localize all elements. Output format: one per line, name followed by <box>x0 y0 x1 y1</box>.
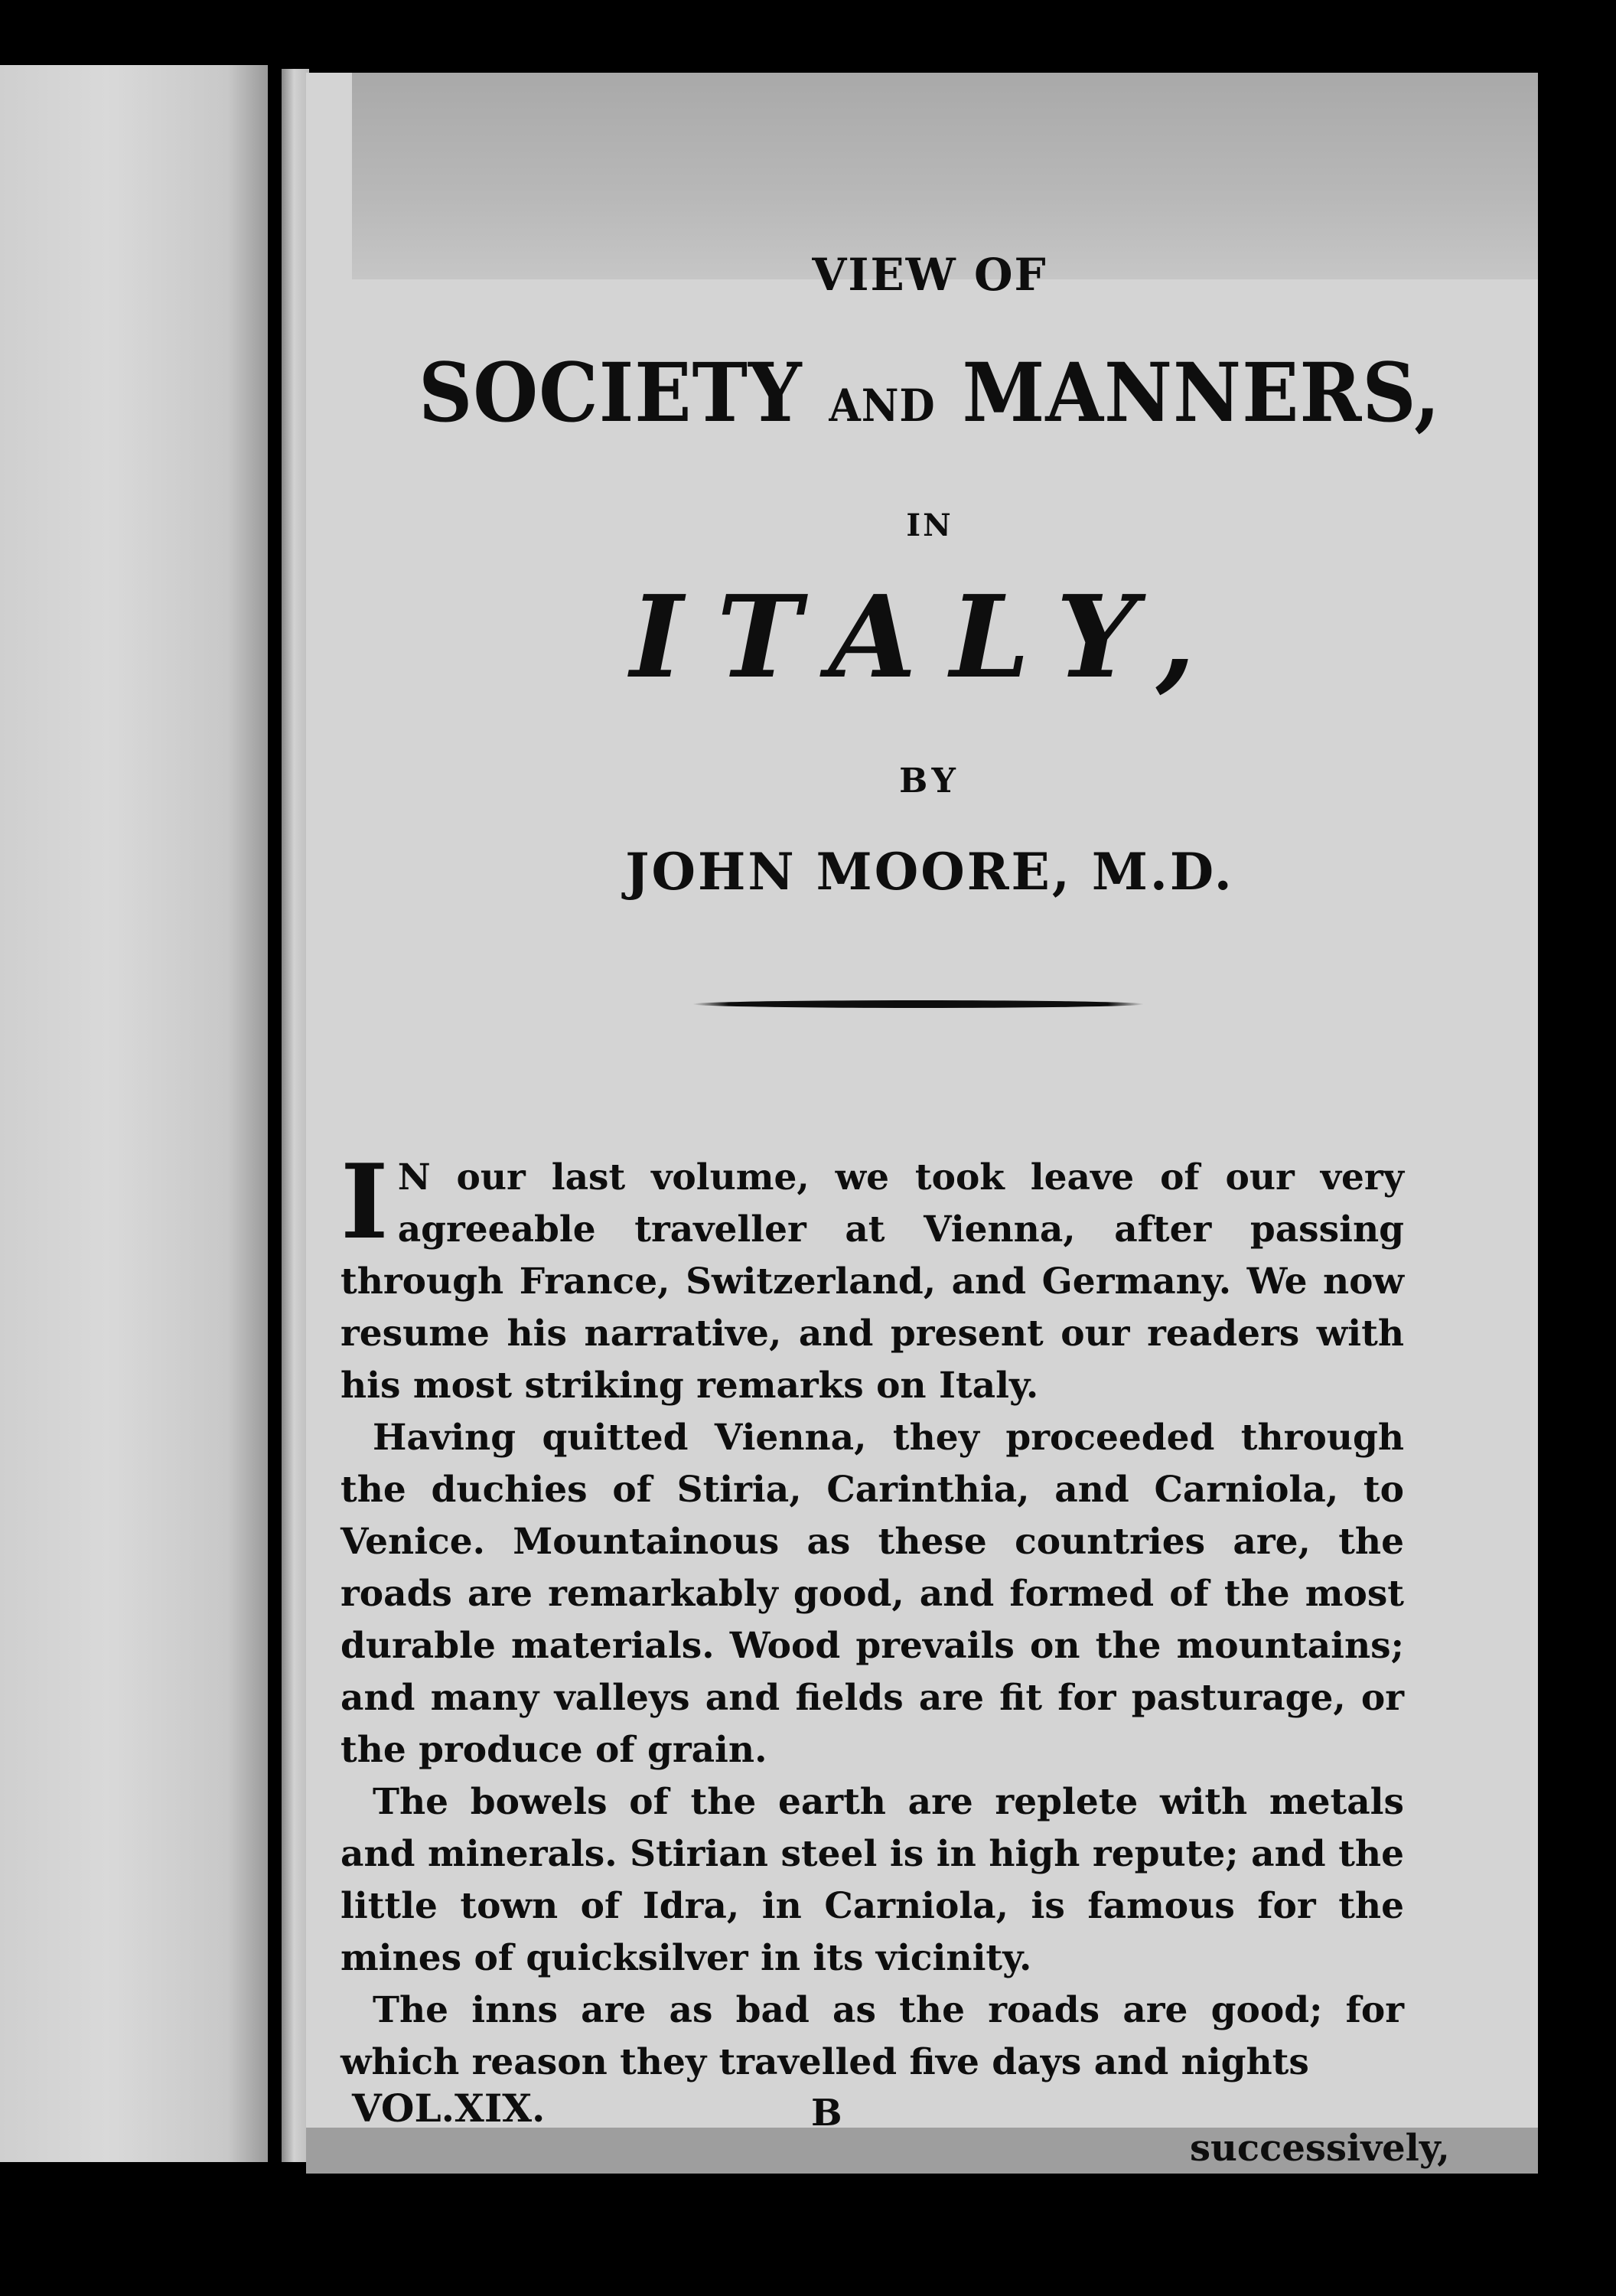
volume-number: VOL.XIX. <box>352 2086 546 2131</box>
catchword: successively, <box>1190 2127 1450 2170</box>
body-text <box>340 1141 1404 2089</box>
signature-mark: B <box>811 2092 842 2135</box>
drop-cap: I <box>340 1141 389 1262</box>
paragraph-1 <box>340 1141 1404 1412</box>
title-italy: ITALY, <box>630 570 1230 703</box>
printed-page <box>306 73 1538 2174</box>
paragraph-1-text: N our last volume, we took leave of our very agreeable traveller at Vienna, after passing through France, Switzerland, and Germany. We now resume his narrative, and present our readers with his most striking remarks on Italy. <box>340 1156 1404 1407</box>
paragraph-4: The inns are as bad as the roads are good; for which reason they travelled five days and nights <box>340 1989 1404 2083</box>
title-rule-divider <box>692 1000 1144 1008</box>
page-text-block <box>340 73 1519 2174</box>
title-view-of: VIEW OF <box>812 249 1047 301</box>
title-and: AND <box>829 380 936 432</box>
title-in: IN <box>906 507 953 543</box>
title-society: SOCIETY <box>418 344 803 440</box>
facing-page-fragment <box>0 65 268 2162</box>
title-manners: MANNERS, <box>962 344 1442 440</box>
author-name: JOHN MOORE, M.D. <box>625 842 1234 902</box>
title-by: BY <box>899 762 960 801</box>
paragraph-3: The bowels of the earth are replete with metals and minerals. Stirian steel is in high repute; and the little town of Idra, in Carniola, is famous for the mines of quicksilver in its vicinity. <box>340 1781 1404 1979</box>
title-society-and-manners <box>388 344 1472 440</box>
paragraph-2: Having quitted Vienna, they proceeded through the duchies of Stiria, Carinthia, and Carniola, to Venice. Mountainous as these countries are, the roads are remarkably good, and formed of the most durable materials. Wood prevails on the mountains; and many valleys and fields are fit for pasturage, or the produce of grain. <box>340 1417 1404 1771</box>
book-gutter <box>282 69 309 2162</box>
